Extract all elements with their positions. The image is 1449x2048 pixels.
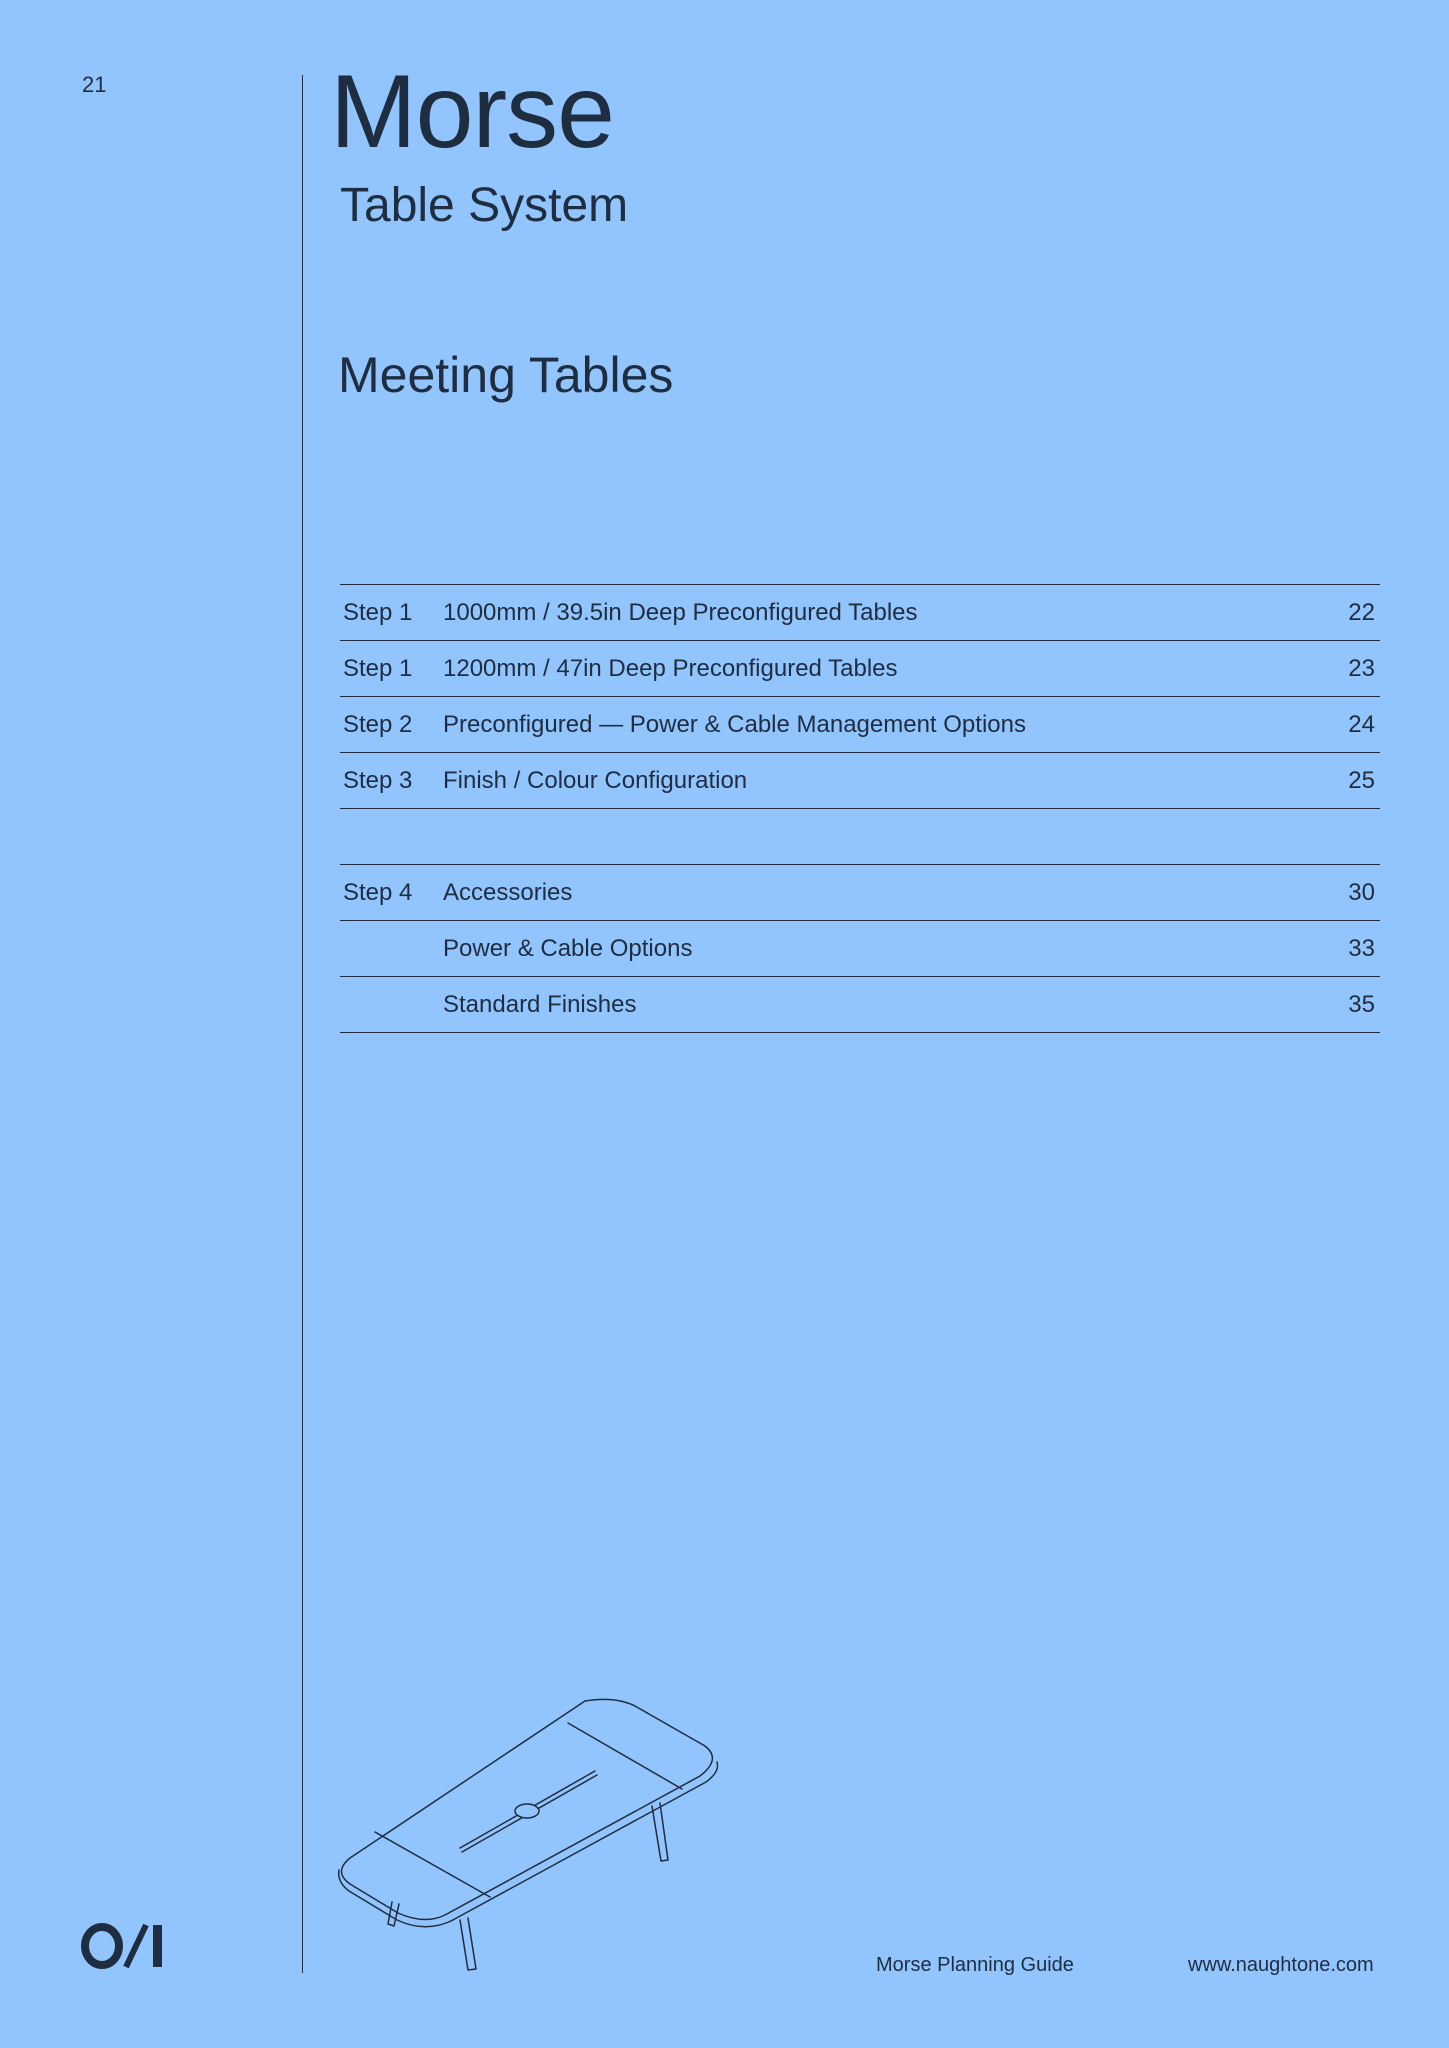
toc-description: 1200mm / 47in Deep Preconfigured Tables bbox=[443, 654, 898, 682]
toc-row[interactable] bbox=[340, 585, 1380, 641]
toc-description: Preconfigured — Power & Cable Management Options bbox=[443, 710, 1026, 738]
toc-page-number: 35 bbox=[1348, 990, 1375, 1018]
toc-row[interactable] bbox=[340, 641, 1380, 697]
toc-row[interactable] bbox=[340, 865, 1380, 921]
toc-step: Step 1 bbox=[343, 654, 413, 682]
toc-step: Step 1 bbox=[343, 598, 413, 626]
footer-url-link[interactable]: www.naughtone.com bbox=[1188, 1954, 1374, 1976]
toc-page-number: 23 bbox=[1348, 654, 1375, 682]
toc-page-number: 30 bbox=[1348, 878, 1375, 906]
page-subtitle: Table System bbox=[340, 179, 629, 232]
toc-step: Step 2 bbox=[343, 710, 413, 738]
page-title: Morse bbox=[330, 54, 614, 170]
toc-group bbox=[340, 864, 1380, 1033]
section-title: Meeting Tables bbox=[338, 347, 674, 403]
toc-page-number: 33 bbox=[1348, 934, 1375, 962]
toc-row[interactable] bbox=[340, 977, 1380, 1033]
footer-guide-title: Morse Planning Guide bbox=[876, 1954, 1074, 1976]
toc-description: 1000mm / 39.5in Deep Preconfigured Tables bbox=[443, 598, 918, 626]
meeting-table-illustration bbox=[330, 1695, 730, 1975]
toc-page-number: 22 bbox=[1348, 598, 1375, 626]
page-number: 21 bbox=[82, 72, 107, 97]
toc-step: Step 3 bbox=[343, 766, 413, 794]
vertical-divider bbox=[302, 75, 303, 1973]
toc-step: Step 4 bbox=[343, 878, 413, 906]
toc-description: Finish / Colour Configuration bbox=[443, 766, 748, 794]
toc-description: Power & Cable Options bbox=[443, 934, 693, 962]
toc-group bbox=[340, 584, 1380, 809]
table-leg-icon bbox=[388, 1803, 668, 1970]
toc-row[interactable] bbox=[340, 697, 1380, 753]
toc-page-number: 24 bbox=[1348, 710, 1375, 738]
toc-description: Accessories bbox=[443, 878, 573, 906]
toc-page-number: 25 bbox=[1348, 766, 1375, 794]
naughtone-logo bbox=[80, 1920, 170, 1972]
toc-description: Standard Finishes bbox=[443, 990, 637, 1018]
toc-row[interactable] bbox=[340, 921, 1380, 977]
toc-row[interactable] bbox=[340, 753, 1380, 809]
